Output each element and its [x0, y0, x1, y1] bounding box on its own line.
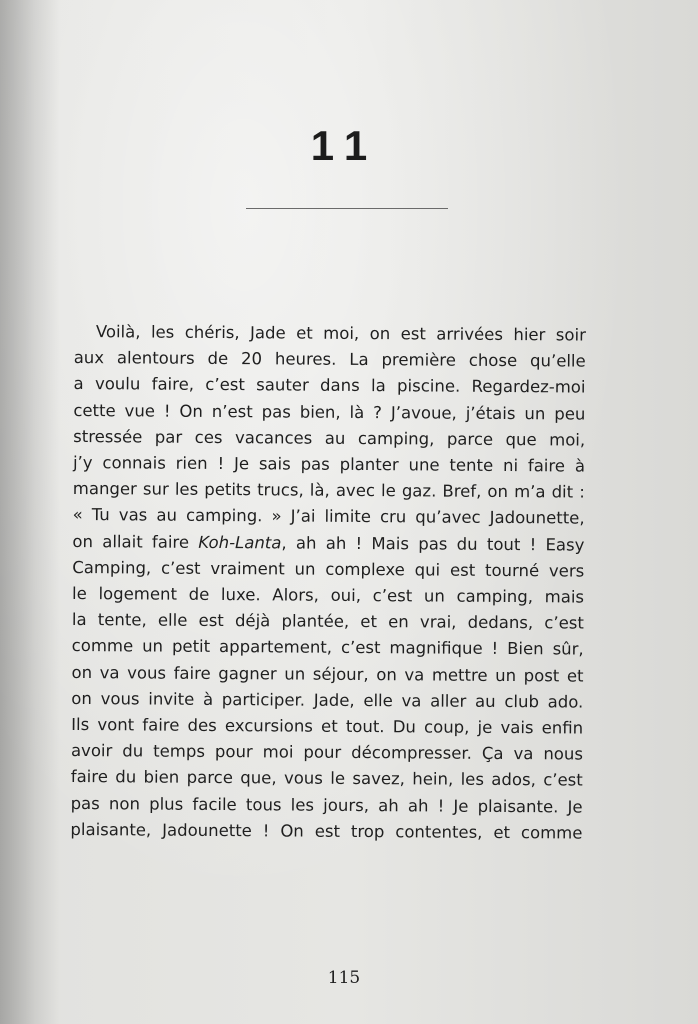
text-line: on va vous faire gagner un séjour, on va mettre un post et [71, 662, 584, 686]
text-line: cette vue ! On n’est pas bien, là ? J’avoue, j’étais un peu [73, 400, 586, 424]
text-line: avoir du temps pour moi pour décompresser. Ça va nous [70, 741, 584, 764]
text-line-start: on allait faire [72, 531, 199, 552]
text-line: a voulu faire, c’est sauter dans la piscine. Regardez-moi [73, 374, 586, 397]
body-text [70, 319, 586, 847]
text-line: on vous invite à participer. Jade, elle va aller au club ado. [71, 688, 584, 712]
text-line: « Tu vas au camping. » J’ai limite cru qu’avec Jadounette, [72, 505, 585, 528]
chapter-divider [246, 208, 448, 209]
text-line: aux alentours de 20 heures. La première chose qu’elle [73, 348, 586, 371]
text-line: Voilà, les chéris, Jade et moi, on est arrivées hier soir [95, 322, 586, 345]
text-line: faire du bien parce que, vous le savez, hein, les ados, c’est [70, 767, 583, 791]
text-line: Camping, c’est vraiment un complexe qui est tourné vers [72, 557, 585, 581]
text-line: plaisante, Jadounette ! On est trop contentes, et comme [70, 819, 583, 843]
text-line: la tente, elle est déjà plantée, et en vrai, dedans, c’est [71, 610, 584, 633]
text-line: j’y connais rien ! Je sais pas planter une tente ni faire à [72, 453, 586, 476]
text-line [72, 529, 584, 559]
page-number: 115 [327, 968, 361, 988]
text-line: manger sur les petits trucs, là, avec le gaz. Bref, on m’a dit : [72, 479, 585, 502]
text-line: le logement de luxe. Alors, oui, c’est un camping, mais [72, 584, 585, 607]
chapter-number: 11 [310, 122, 380, 169]
text-line: comme un petit appartement, c’est magnifique ! Bien sûr, [71, 636, 584, 660]
text-line: stressée par ces vacances au camping, parce que moi, [73, 426, 586, 450]
italic-title: Koh-Lanta [198, 532, 282, 553]
spine-shadow [0, 0, 60, 1024]
text-line: Ils vont faire des excursions et tout. Du coup, je vais enfin [71, 715, 584, 738]
text-line-end: , ah ah ! Mais pas du tout ! Easy [281, 533, 585, 555]
text-line: pas non plus facile tous les jours, ah ah ! Je plaisante. Je [70, 793, 583, 817]
